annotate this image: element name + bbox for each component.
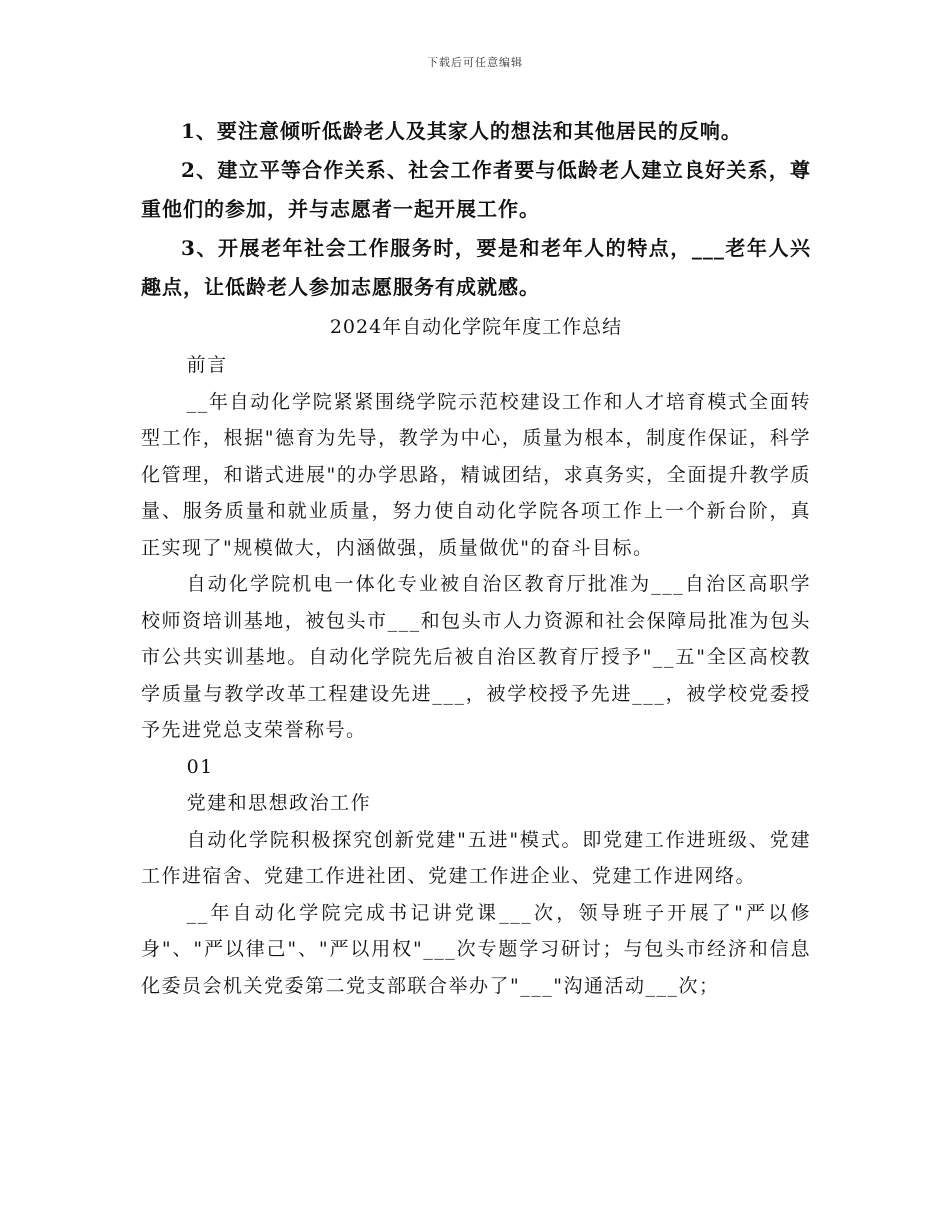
section-heading: 党建和思想政治工作 [186, 792, 372, 814]
intro-point-3: 3、开展老年社会工作服务时，要是和老年人的特点，___老年人兴趣点，让低龄老人参加志愿服务有成就感。 [141, 236, 811, 299]
section-paragraph-2: __年自动化学院完成书记讲党课___次，领导班子开展了"严以修身"、"严以律己"、"严以用权"___次专题学习研讨；与包头市经济和信息化委员会机关党委第二党支部联合举办了"___"沟通活动___次； [141, 901, 811, 997]
document-body [141, 112, 811, 1004]
document-title: 2024年自动化学院年度工作总结 [329, 316, 623, 338]
intro-point-1: 1、要注意倾听低龄老人及其家人的想法和其他居民的反响。 [181, 119, 742, 143]
preface-paragraph-2: 自动化学院机电一体化专业被自治区教育厅批准为___自治区高职学校师资培训基地，被包头市___和包头市人力资源和社会保障局批准为包头市公共实训基地。自动化学院先后被自治区教育厅授予"__五"全区高校教学质量与教学改革工程建设先进___，被学校授予先进___，被学校党委授予先进党总支荣誉称号。 [141, 573, 811, 741]
intro-point-2: 2、建立平等合作关系、社会工作者要与低龄老人建立良好关系，尊重他们的参加，并与志愿者一起开展工作。 [141, 158, 811, 221]
page-header: 下载后可任意编辑 [427, 56, 523, 69]
section-paragraph-1: 自动化学院积极探究创新党建"五进"模式。即党建工作进班级、党建工作进宿舍、党建工作进社团、党建工作进企业、党建工作进网络。 [141, 828, 811, 887]
section-number: 01 [186, 755, 214, 778]
preface-heading: 前言 [186, 354, 228, 376]
preface-paragraph-1: __年自动化学院紧紧围绕学院示范校建设工作和人才培育模式全面转型工作，根据"德育为先导，教学为中心，质量为根本，制度作保证，科学化管理，和谐式进展"的办学思路，精诚团结，求真务实，全面提升教学质量、服务质量和就业质量，努力使自动化学院各项工作上一个新台阶，真正实现了"规模做大，内涵做强，质量做优"的奋斗目标。 [141, 390, 811, 559]
